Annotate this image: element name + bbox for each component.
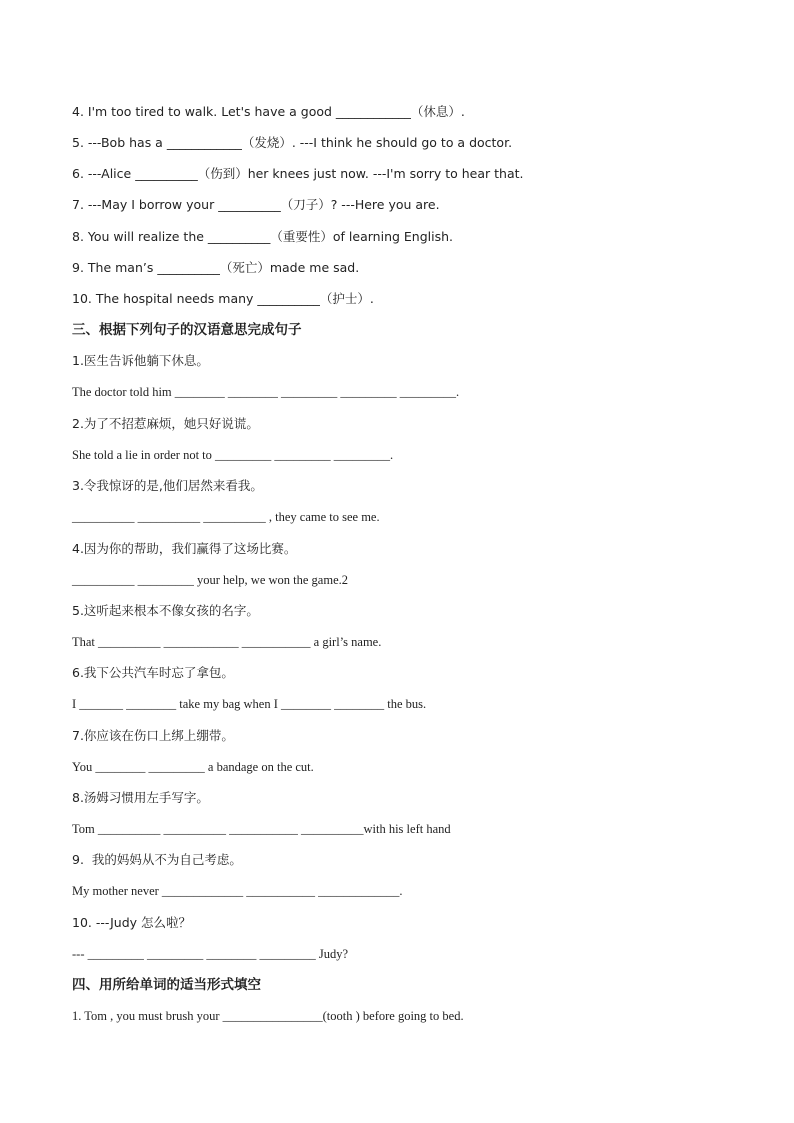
english-sentence: --- _________ _________ ________ _________ Judy?	[72, 947, 349, 961]
chinese-prompt: 3.令我惊讶的是,他们居然来看我。	[72, 478, 263, 493]
english-sentence: She told a lie in order not to _________ _________ _________.	[72, 448, 394, 462]
chinese-prompt: 6.我下公共汽车时忘了拿包。	[72, 665, 234, 680]
section-heading: 四、用所给单词的适当形式填空	[72, 977, 261, 993]
exercise-item: 10. The hospital needs many __________（护士）.	[72, 291, 374, 306]
chinese-prompt: 1.医生告诉他躺下休息。	[72, 353, 209, 368]
english-sentence: __________ _________ your help, we won the game.2	[72, 573, 349, 587]
english-sentence: Tom __________ __________ ___________ __________with his left hand	[72, 822, 451, 836]
section-heading: 三、根据下列句子的汉语意思完成句子	[72, 322, 302, 338]
exercise-item: 8. You will realize the __________（重要性）of learning English.	[72, 229, 454, 244]
chinese-prompt: 9. 我的妈妈从不为自己考虑。	[72, 852, 242, 867]
exercise-item: 6. ---Alice __________（伤到）her knees just now. ---I'm sorry to hear that.	[72, 166, 524, 181]
exercise-item: 7. ---May I borrow your __________（刀子）? ---Here you are.	[72, 197, 440, 212]
chinese-prompt: 4.因为你的帮助，我们赢得了这场比赛。	[72, 541, 297, 556]
english-sentence: My mother never _____________ ___________ _____________.	[72, 884, 403, 898]
chinese-prompt: 8.汤姆习惯用左手写字。	[72, 790, 209, 805]
english-sentence: The doctor told him ________ ________ _________ _________ _________.	[72, 385, 460, 399]
english-sentence: You ________ _________ a bandage on the cut.	[72, 760, 314, 774]
exercise-item: 1. Tom , you must brush your ________________(tooth ) before going to bed.	[72, 1009, 464, 1023]
chinese-prompt: 10. ---Judy 怎么啦？	[72, 915, 191, 930]
exercise-item: 9. The man’s __________（死亡）made me sad.	[72, 260, 360, 275]
chinese-prompt: 7.你应该在伤口上绑上绷带。	[72, 728, 234, 743]
english-sentence: That __________ ____________ ___________ a girl’s name.	[72, 635, 382, 649]
chinese-prompt: 2.为了不招惹麻烦，她只好说谎。	[72, 416, 259, 431]
exercise-item: 4. I'm too tired to walk. Let's have a good ____________（休息）.	[72, 104, 465, 119]
english-sentence: __________ __________ __________ , they came to see me.	[72, 510, 380, 524]
chinese-prompt: 5.这听起来根本不像女孩的名字。	[72, 603, 259, 618]
english-sentence: I _______ ________ take my bag when I ________ ________ the bus.	[72, 697, 427, 711]
exercise-item: 5. ---Bob has a ____________（发烧）. ---I think he should go to a doctor.	[72, 135, 513, 150]
